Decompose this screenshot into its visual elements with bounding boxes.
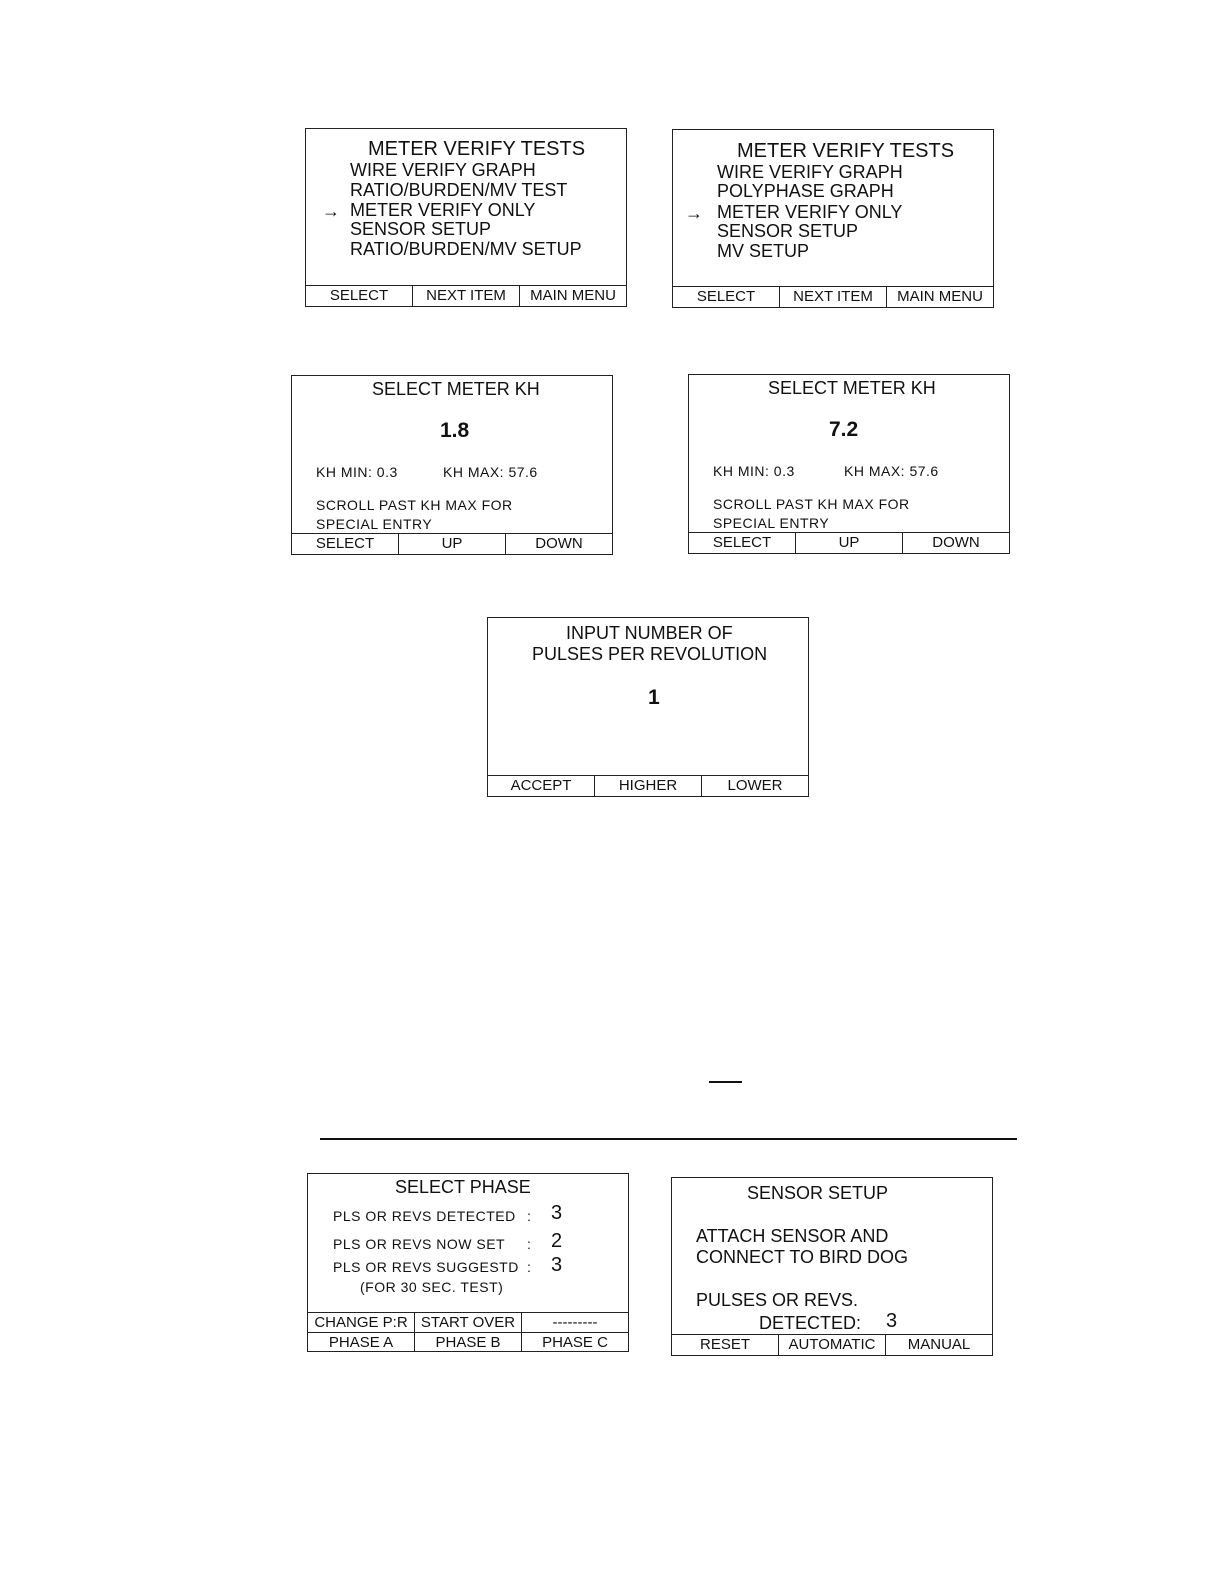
- menu-item-mv-setup[interactable]: MV SETUP: [717, 241, 810, 261]
- scroll-note-line-2: SPECIAL ENTRY: [316, 516, 433, 532]
- softkey-row-1: [308, 1313, 628, 1332]
- screen-title: SELECT PHASE: [395, 1177, 531, 1197]
- sensor-setup-screen: [671, 1177, 993, 1356]
- selection-arrow-icon: →: [685, 203, 703, 223]
- manual-button[interactable]: MANUAL: [907, 1336, 971, 1353]
- screen-title: SELECT METER KH: [372, 379, 540, 399]
- change-pr-button[interactable]: CHANGE P:R: [308, 1313, 415, 1332]
- menu-item-wire-verify-graph[interactable]: WIRE VERIFY GRAPH: [350, 160, 536, 180]
- scroll-note-line-1: SCROLL PAST KH MAX FOR: [713, 496, 910, 512]
- scroll-note-line-1: SCROLL PAST KH MAX FOR: [316, 497, 513, 513]
- screen-title: METER VERIFY TESTS: [368, 138, 586, 160]
- pulses-per-revolution-screen: [487, 617, 809, 797]
- detected-label: DETECTED:: [759, 1313, 862, 1333]
- up-button[interactable]: UP: [399, 534, 506, 554]
- section-divider-rule: [320, 1138, 1017, 1140]
- select-button[interactable]: SELECT: [292, 534, 399, 554]
- pulses-now-set-label: PLS OR REVS NOW SET: [333, 1236, 506, 1252]
- select-button[interactable]: SELECT: [306, 286, 413, 306]
- select-meter-kh-screen-left: [291, 375, 613, 555]
- softkey-row-2: [308, 1332, 628, 1352]
- select-phase-screen: [307, 1173, 629, 1352]
- menu-item-ratio-burden-mv-setup[interactable]: RATIO/BURDEN/MV SETUP: [350, 239, 582, 259]
- phase-c-button[interactable]: PHASE C: [542, 1334, 608, 1351]
- select-button[interactable]: SELECT: [673, 287, 780, 307]
- pulses-revs-label: PULSES OR REVS.: [696, 1290, 859, 1310]
- next-item-button[interactable]: NEXT ITEM: [780, 287, 887, 307]
- next-item-button[interactable]: NEXT ITEM: [413, 286, 520, 306]
- menu-item-sensor-setup[interactable]: SENSOR SETUP: [717, 221, 859, 241]
- pulses-suggested-label: PLS OR REVS SUGGESTD: [333, 1259, 519, 1275]
- down-button[interactable]: DOWN: [535, 535, 583, 552]
- pulses-now-set-value: 2: [551, 1230, 563, 1252]
- menu-item-polyphase-graph[interactable]: POLYPHASE GRAPH: [717, 181, 894, 201]
- screen-title-line-1: INPUT NUMBER OF: [566, 623, 733, 643]
- kh-max-label: KH MAX: 57.6: [844, 463, 939, 479]
- menu-item-meter-verify-only[interactable]: METER VERIFY ONLY: [350, 200, 536, 220]
- softkey-bar: [306, 285, 626, 306]
- lower-button[interactable]: LOWER: [727, 777, 783, 794]
- detected-value: 3: [886, 1310, 898, 1332]
- colon-separator: :: [527, 1259, 532, 1275]
- pulses-value: 1: [648, 686, 660, 709]
- reset-button[interactable]: RESET: [672, 1335, 779, 1355]
- screen-title: METER VERIFY TESTS: [737, 140, 955, 162]
- softkey-bar: [292, 533, 612, 554]
- instruction-line-2: CONNECT TO BIRD DOG: [696, 1247, 909, 1267]
- softkey-bar: [488, 775, 808, 796]
- select-button[interactable]: SELECT: [689, 533, 796, 553]
- pulses-detected-value: 3: [551, 1202, 563, 1224]
- phase-a-button[interactable]: PHASE A: [308, 1333, 415, 1352]
- kh-value: 1.8: [440, 419, 470, 442]
- menu-item-ratio-burden-mv-test[interactable]: RATIO/BURDEN/MV TEST: [350, 180, 568, 200]
- screen-title-line-2: PULSES PER REVOLUTION: [532, 644, 768, 664]
- menu-item-wire-verify-graph[interactable]: WIRE VERIFY GRAPH: [717, 162, 903, 182]
- softkey-bar: [689, 532, 1009, 553]
- start-over-button[interactable]: START OVER: [415, 1313, 522, 1332]
- menu-item-meter-verify-only[interactable]: METER VERIFY ONLY: [717, 202, 903, 222]
- screen-title: SELECT METER KH: [768, 378, 936, 398]
- down-button[interactable]: DOWN: [932, 534, 980, 551]
- scroll-note-line-2: SPECIAL ENTRY: [713, 515, 830, 531]
- test-duration-note: (FOR 30 SEC. TEST): [360, 1279, 504, 1295]
- selection-arrow-icon: →: [322, 201, 340, 221]
- instruction-line-1: ATTACH SENSOR AND: [696, 1226, 889, 1246]
- kh-min-label: KH MIN: 0.3: [316, 464, 398, 480]
- select-meter-kh-screen-right: [688, 374, 1010, 554]
- meter-verify-tests-screen-right: [672, 129, 994, 308]
- kh-min-label: KH MIN: 0.3: [713, 463, 795, 479]
- accept-button[interactable]: ACCEPT: [488, 776, 595, 796]
- softkey-bar: [673, 286, 993, 307]
- higher-button[interactable]: HIGHER: [595, 776, 702, 796]
- blank-softkey[interactable]: ---------: [552, 1314, 598, 1331]
- phase-b-button[interactable]: PHASE B: [415, 1333, 522, 1352]
- pulses-detected-label: PLS OR REVS DETECTED: [333, 1208, 516, 1224]
- colon-separator: :: [527, 1208, 532, 1224]
- up-button[interactable]: UP: [796, 533, 903, 553]
- kh-value: 7.2: [829, 418, 859, 441]
- menu-item-sensor-setup[interactable]: SENSOR SETUP: [350, 219, 492, 239]
- main-menu-button[interactable]: MAIN MENU: [897, 288, 983, 305]
- kh-max-label: KH MAX: 57.6: [443, 464, 538, 480]
- screen-title: SENSOR SETUP: [747, 1183, 889, 1203]
- meter-verify-tests-screen-left: [305, 128, 627, 307]
- pulses-suggested-value: 3: [551, 1254, 563, 1276]
- softkey-bar: [672, 1334, 992, 1355]
- short-divider-rule: [709, 1081, 742, 1083]
- softkey-bar: [308, 1312, 628, 1351]
- automatic-button[interactable]: AUTOMATIC: [779, 1335, 886, 1355]
- main-menu-button[interactable]: MAIN MENU: [530, 287, 616, 304]
- colon-separator: :: [527, 1236, 532, 1252]
